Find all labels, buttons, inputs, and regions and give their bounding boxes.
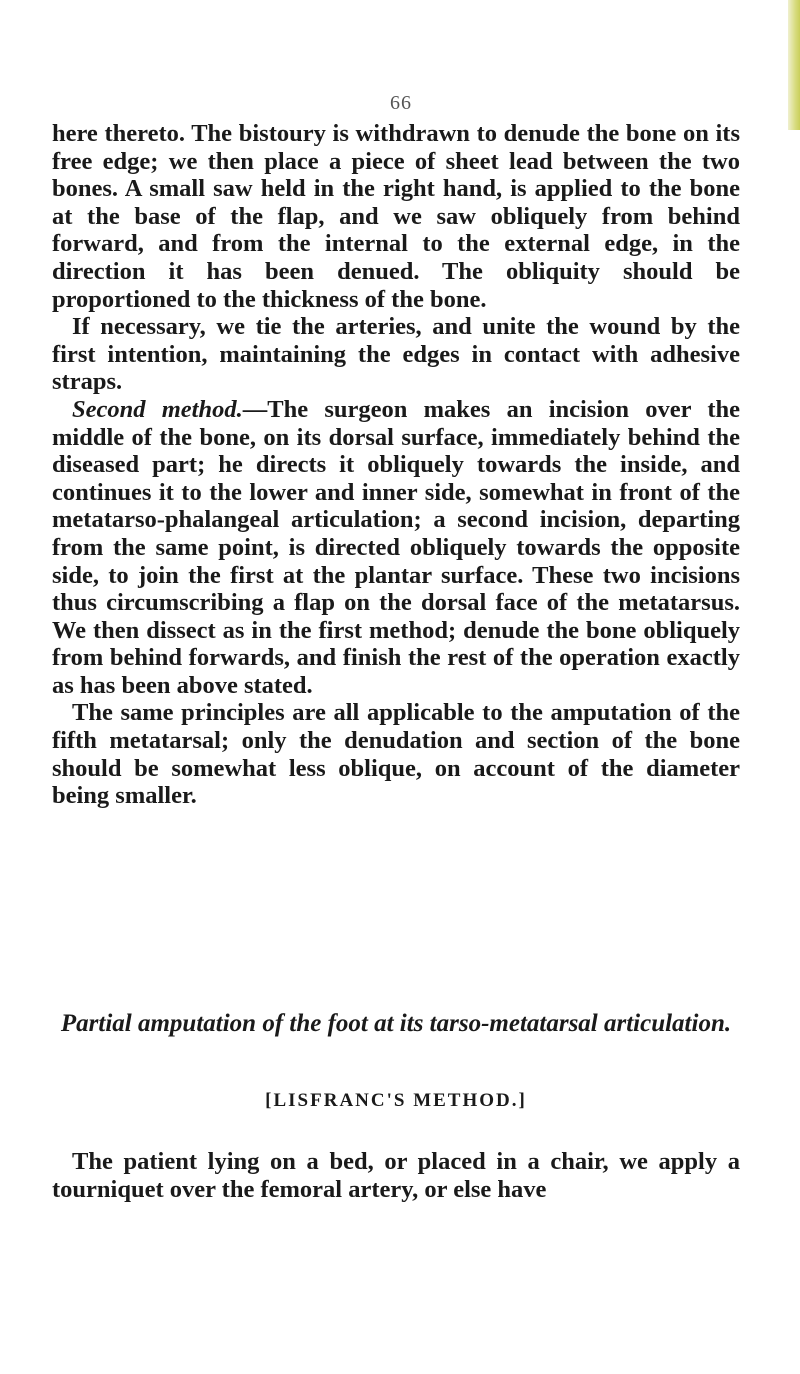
method-label: [LISFRANC'S METHOD.] <box>265 1090 527 1111</box>
body-text <box>52 120 740 810</box>
paragraph-3 <box>52 396 740 700</box>
page-number: 66 <box>390 92 412 114</box>
section-heading: Partial amputation of the foot at its tarso-metatarsal articulation. <box>60 1010 732 1037</box>
paragraph-3-text: —The surgeon makes an incision over the middle of the bone, on its dorsal surface, immediately behind the diseased part; he directs it obliquely towards the inside, and continues it to the lower and inner side, somewhat in front of the metatarso-phalangeal articulation; a second incision, departing from the same point, is directed obliquely towards the opposite side, to join the first at the plantar surface. These two incisions thus circumscribing a flap on the dorsal face of the metatarsus. We then dissect as in the first method; denude the bone obliquely from behind forwards, and finish the rest of the operation exactly as has been above stated. <box>52 395 740 699</box>
paragraph-4: The same principles are all applicable to the amputation of the fifth metatarsal; only the denudation and section of the bone should be somewhat less oblique, on account of the diameter being smaller. <box>52 699 740 810</box>
closing-text <box>52 1148 740 1203</box>
section-paragraph-1: The patient lying on a bed, or placed in a chair, we apply a tourniquet over the femoral artery, or else have <box>52 1148 740 1203</box>
page-edge-strip <box>788 0 800 130</box>
paragraph-1: here thereto. The bistoury is withdrawn to denude the bone on its free edge; we then place a piece of sheet lead between the two bones. A small saw held in the right hand, is applied to the bone at the base of the flap, and we saw obliquely from behind forward, and from the internal to the external edge, in the direction it has been denued. The obliquity should be proportioned to the thickness of the bone. <box>52 120 740 313</box>
second-method-label: Second method. <box>72 395 243 423</box>
paragraph-2: If necessary, we tie the arteries, and unite the wound by the first intention, maintaining the edges in contact with adhesive straps. <box>52 313 740 396</box>
